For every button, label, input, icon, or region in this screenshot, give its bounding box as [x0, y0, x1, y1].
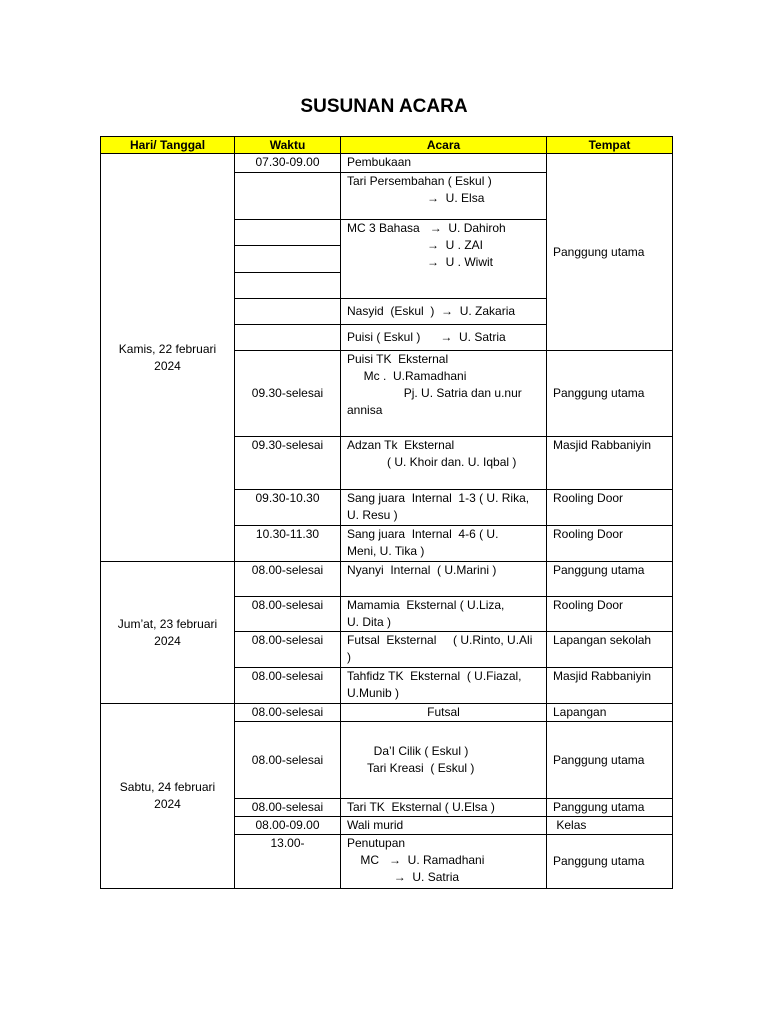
place-cell: Lapangan: [547, 704, 673, 722]
schedule-table: [100, 136, 673, 889]
header-place: Tempat: [547, 137, 673, 154]
day-kamis: Kamis, 22 februari 2024: [101, 154, 235, 562]
time-cell: [235, 273, 341, 299]
time-cell: 09.30-10.30: [235, 490, 341, 526]
header-day: Hari/ Tanggal: [101, 137, 235, 154]
event-cell: Nyanyi Internal ( U.Marini ): [341, 562, 547, 597]
event-cell: Sang juara Internal 1-3 ( U. Rika, U. Resu ): [341, 490, 547, 526]
place-cell: Masjid Rabbaniyin: [547, 668, 673, 704]
time-cell: [235, 299, 341, 325]
event-cell: Pembukaan: [341, 154, 547, 173]
day-sabtu: Sabtu, 24 februari 2024: [101, 704, 235, 889]
time-cell: 08.00-selesai: [235, 597, 341, 632]
event-cell: Futsal: [341, 704, 547, 722]
place-cell: Panggung utama: [547, 154, 673, 351]
event-cell: Tari Persembahan ( Eskul ) → U. Elsa: [341, 173, 547, 220]
day-jumat: Jum’at, 23 februari 2024: [101, 562, 235, 704]
place-cell: Rooling Door: [547, 490, 673, 526]
time-cell: 08.00-selesai: [235, 799, 341, 817]
event-cell: Nasyid (Eskul ) → U. Zakaria: [341, 299, 547, 325]
place-cell: Panggung utama: [547, 562, 673, 597]
event-cell: Puisi TK Eksternal Mc . U.Ramadhani Pj. U. Satria dan u.nur annisa: [341, 351, 547, 437]
time-cell: 09.30-selesai: [235, 437, 341, 490]
time-cell: 13.00-: [235, 835, 341, 889]
time-cell: [235, 325, 341, 351]
time-cell: [235, 246, 341, 273]
place-cell: Panggung utama: [547, 722, 673, 799]
page-title: SUSUNAN ACARA: [300, 96, 468, 117]
time-cell: 07.30-09.00: [235, 154, 341, 173]
time-cell: 09.30-selesai: [235, 351, 341, 437]
time-cell: 08.00-09.00: [235, 817, 341, 835]
place-cell: Lapangan sekolah: [547, 632, 673, 668]
event-cell: Puisi ( Eskul ) → U. Satria: [341, 325, 547, 351]
place-cell: Panggung utama: [547, 799, 673, 817]
event-cell: Da’I Cilik ( Eskul ) Tari Kreasi ( Eskul ): [341, 722, 547, 799]
place-cell: Kelas: [547, 817, 673, 835]
time-cell: [235, 220, 341, 246]
time-cell: 08.00-selesai: [235, 722, 341, 799]
place-cell: Rooling Door: [547, 526, 673, 562]
event-cell: Tahfidz TK Eksternal ( U.Fiazal, U.Munib ): [341, 668, 547, 704]
place-cell: Panggung utama: [547, 835, 673, 889]
event-cell: Tari TK Eksternal ( U.Elsa ): [341, 799, 547, 817]
table-row: [101, 154, 673, 173]
place-cell: Panggung utama: [547, 351, 673, 437]
place-cell: Rooling Door: [547, 597, 673, 632]
time-cell: 08.00-selesai: [235, 704, 341, 722]
header-time: Waktu: [235, 137, 341, 154]
event-cell: Adzan Tk Eksternal ( U. Khoir dan. U. Iqbal ): [341, 437, 547, 490]
table-row: [101, 562, 673, 597]
table-row: [101, 704, 673, 722]
event-cell: Mamamia Eksternal ( U.Liza, U. Dita ): [341, 597, 547, 632]
time-cell: 08.00-selesai: [235, 632, 341, 668]
event-cell: Penutupan MC → U. Ramadhani → U. Satria: [341, 835, 547, 889]
place-cell: Masjid Rabbaniyin: [547, 437, 673, 490]
time-cell: 10.30-11.30: [235, 526, 341, 562]
event-cell: MC 3 Bahasa → U. Dahiroh → U . ZAI → U . Wiwit: [341, 220, 547, 299]
event-cell: Futsal Eksternal ( U.Rinto, U.Ali ): [341, 632, 547, 668]
time-cell: 08.00-selesai: [235, 668, 341, 704]
event-cell: Wali murid: [341, 817, 547, 835]
time-cell: 08.00-selesai: [235, 562, 341, 597]
event-cell: Sang juara Internal 4-6 ( U. Meni, U. Tika ): [341, 526, 547, 562]
header-event: Acara: [341, 137, 547, 154]
table-header-row: [101, 137, 673, 154]
time-cell: [235, 173, 341, 220]
